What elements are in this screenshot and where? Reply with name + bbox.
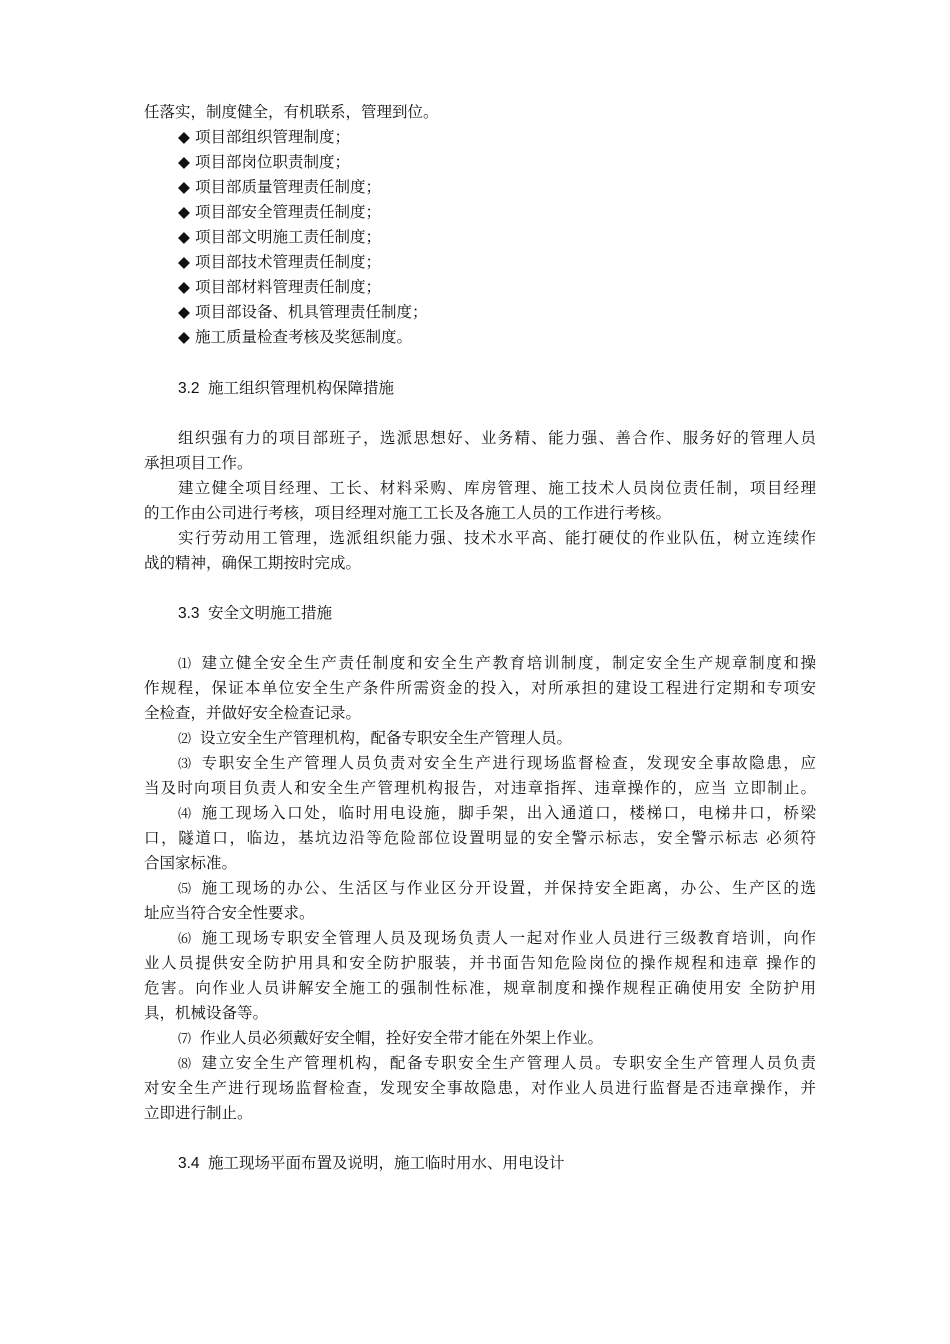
list-item-line: ⑹ 施工现场专职安全管理人员及现场负责人一起对作业人员进行三级教育培训，向作 (178, 929, 816, 947)
list-item-line: ⑺ 作业人员必须戴好安全帽，拴好安全带才能在外架上作业。 (178, 1029, 604, 1047)
paragraph-line: 组织强有力的项目部班子，选派思想好、业务精、能力强、善合作、服务好的管理人员 (178, 429, 816, 447)
bullet-item: ◆ 项目部技术管理责任制度； (178, 253, 382, 271)
list-item-line: 口，隧道口，临边，基坑边沿等危险部位设置明显的安全警示标志，安全警示标志 必须符 (144, 829, 816, 847)
bullet-item: ◆ 项目部安全管理责任制度； (178, 203, 382, 221)
list-item-line: 当及时向项目负责人和安全生产管理机构报告，对违章指挥、违章操作的，应当 立即制止。 (144, 779, 816, 797)
diamond-bullet-icon: ◆ (178, 203, 190, 221)
list-item-line: 址应当符合安全性要求。 (144, 904, 315, 922)
list-item-line: ⑵ 设立安全生产管理机构，配备专职安全生产管理人员。 (178, 729, 573, 747)
paragraph-line: 战的精神，确保工期按时完成。 (144, 554, 362, 572)
bullet-item: ◆ 项目部文明施工责任制度； (178, 228, 382, 246)
bullet-item: ◆ 项目部材料管理责任制度； (178, 278, 382, 296)
bullet-item: ◆ 项目部质量管理责任制度； (178, 178, 382, 196)
intro-tail-text: 任落实，制度健全，有机联系，管理到位。 (144, 103, 439, 121)
list-item-line: ⑻ 建立安全生产管理机构，配备专职安全生产管理人员。专职安全生产管理人员负责 (178, 1054, 816, 1072)
bullet-item: ◆ 项目部设备、机具管理责任制度； (178, 303, 428, 321)
diamond-bullet-icon: ◆ (178, 328, 190, 346)
paragraph-line: 实行劳动用工管理，选派组织能力强、技术水平高、能打硬仗的作业队伍，树立连续作 (178, 529, 816, 547)
list-item-line: 全检查，并做好安全检查记录。 (144, 704, 362, 722)
list-item-line: 危害。向作业人员讲解安全施工的强制性标准，规章制度和操作规程正确使用安 全防护用 (144, 979, 816, 997)
list-item-line: ⑸ 施工现场的办公、生活区与作业区分开设置，并保持安全距离，办公、生产区的选 (178, 879, 816, 897)
diamond-bullet-icon: ◆ (178, 253, 190, 271)
list-item-line: 对安全生产进行现场监督检查，发现安全事故隐患，对作业人员进行监督是否违章操作，并 (144, 1079, 816, 1097)
diamond-bullet-icon: ◆ (178, 303, 190, 321)
list-item-line: 业人员提供安全防护用具和安全防护服装，并书面告知危险岗位的操作规程和违章 操作的 (144, 954, 816, 972)
list-item-line: ⑶ 专职安全生产管理人员负责对安全生产进行现场监督检查，发现安全事故隐患，应 (178, 754, 816, 772)
paragraph-line: 的工作由公司进行考核，项目经理对施工工长及各施工人员的工作进行考核。 (144, 504, 672, 522)
bullet-item: ◆ 施工质量检查考核及奖惩制度。 (178, 328, 413, 346)
list-item-line: 合国家标准。 (144, 854, 238, 872)
diamond-bullet-icon: ◆ (178, 128, 190, 146)
diamond-bullet-icon: ◆ (178, 178, 190, 196)
paragraph-line: 建立健全项目经理、工长、材料采购、库房管理、施工技术人员岗位责任制，项目经理 (178, 479, 816, 497)
list-item-line: 作规程，保证本单位安全生产条件所需资金的投入，对所承担的建设工程进行定期和专项安 (144, 679, 816, 697)
section-heading-3-2: 3.2 施工组织管理机构保障措施 (178, 379, 395, 397)
section-heading-3-3: 3.3 安全文明施工措施 (178, 604, 333, 622)
diamond-bullet-icon: ◆ (178, 153, 190, 171)
bullet-item: ◆ 项目部组织管理制度； (178, 128, 351, 146)
section-heading-3-4: 3.4 施工现场平面布置及说明，施工临时用水、用电设计 (178, 1154, 565, 1172)
diamond-bullet-icon: ◆ (178, 228, 190, 246)
bullet-item: ◆ 项目部岗位职责制度； (178, 153, 351, 171)
list-item-line: ⑴ 建立健全安全生产责任制度和安全生产教育培训制度，制定安全生产规章制度和操 (178, 654, 816, 672)
list-item-line: ⑷ 施工现场入口处，临时用电设施，脚手架，出入通道口，楼梯口，电梯井口，桥梁 (178, 804, 816, 822)
list-item-line: 立即进行制止。 (144, 1104, 253, 1122)
diamond-bullet-icon: ◆ (178, 278, 190, 296)
list-item-line: 具，机械设备等。 (144, 1004, 269, 1022)
paragraph-line: 承担项目工作。 (144, 454, 253, 472)
